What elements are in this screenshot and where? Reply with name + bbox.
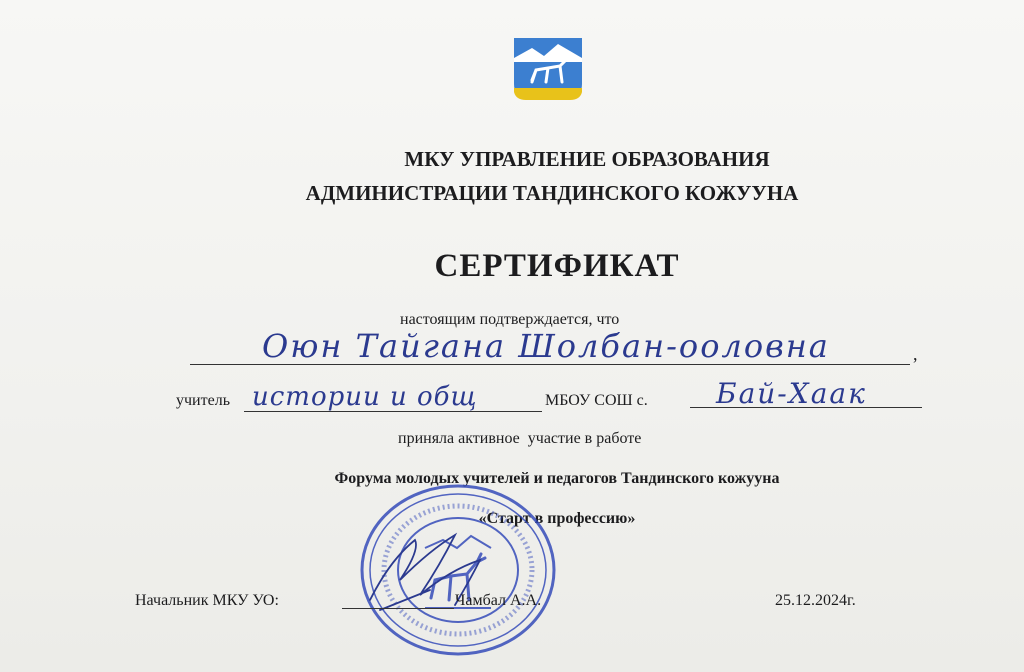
teacher-label: учитель [176, 392, 230, 409]
village-handwritten: Бай-Хаак [716, 377, 867, 410]
recipient-name-handwritten: Оюн Тайгана Шолбан-ооловна [262, 327, 830, 365]
school-label: МБОУ СОШ с. [545, 392, 648, 409]
subject-underline [244, 411, 542, 412]
reindeer-emblem-icon [512, 36, 584, 102]
certificate-title: СЕРТИФИКАТ [434, 248, 680, 284]
organization-name-line2: АДМИНИСТРАЦИИ ТАНДИНСКОГО КОЖУУНА [305, 181, 799, 205]
name-comma: , [913, 344, 918, 364]
head-title-label: Начальник МКУ УО: [135, 592, 279, 609]
participation-text: приняла активное участие в работе [398, 430, 642, 447]
issue-date: 25.12.2024г. [775, 592, 856, 609]
organization-name-line1: МКУ УПРАВЛЕНИЕ ОБРАЗОВАНИЯ [404, 147, 770, 171]
village-underline [690, 407, 922, 408]
signature-line [342, 608, 454, 609]
forum-name: Форума молодых учителей и педагогов Тандинского кожууна [334, 470, 780, 487]
forum-motto: «Старт в профессию» [478, 510, 636, 527]
name-underline [190, 362, 910, 365]
subject-handwritten: истории и общ [252, 382, 478, 412]
head-name: Чамбал А.А. [455, 592, 542, 609]
confirmation-text: настоящим подтверждается, что [400, 311, 620, 328]
